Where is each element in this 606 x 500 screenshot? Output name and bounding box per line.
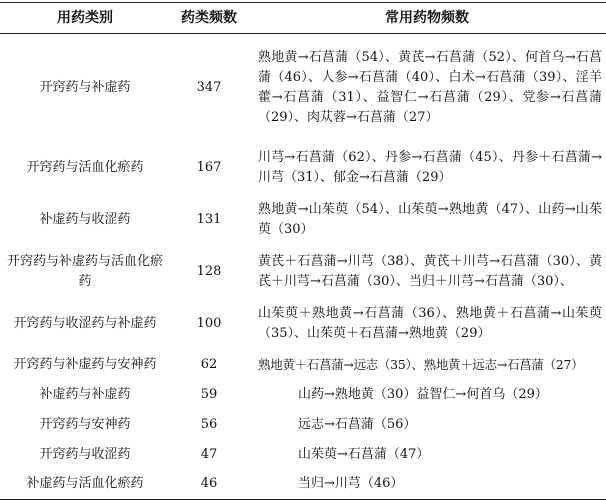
count-cell: 167 xyxy=(196,159,222,175)
count-cell: 56 xyxy=(200,416,218,432)
count-cell: 46 xyxy=(170,470,248,500)
table-row xyxy=(0,142,606,194)
category-cell: 开窍药与活血化瘀药 xyxy=(26,159,144,175)
category-cell: 补虚药与补虚药 xyxy=(39,386,131,402)
category-cell: 开窍药与安神药 xyxy=(39,416,131,432)
count-cell: 131 xyxy=(196,211,222,227)
count-cell: 47 xyxy=(200,446,218,462)
header-category: 用药类别 xyxy=(0,3,170,34)
table-row xyxy=(0,470,606,500)
table-row xyxy=(0,350,606,380)
table-row xyxy=(0,246,606,298)
category-cell: 开窍药与补虚药 xyxy=(39,79,131,95)
frequent-cell: 远志→石菖蒲（56） xyxy=(298,416,417,432)
table-header-row xyxy=(0,3,606,34)
frequent-cell: 熟地黄→石菖蒲（54）、黄芪→石菖蒲（52）、何首乌→石菖蒲（46）、人参→石菖蒲（40）、白术→石菖蒲（39）、淫羊藿→石菖蒲（31）、益智仁→石菖蒲（29）、党参→石菖蒲（29）、肉苁蓉→石菖蒲（27） xyxy=(258,49,602,125)
category-cell: 补虚药与收涩药 xyxy=(39,211,131,227)
frequent-cell: 山茱萸→石菖蒲（47） xyxy=(298,446,430,462)
frequent-cell: 熟地黄→山茱萸（54）、山茱萸→熟地黄（47）、山药→山茱萸（30） xyxy=(258,201,602,237)
category-cell: 开窍药与补虚药与活血化瘀药 xyxy=(6,253,163,289)
category-cell: 开窍药与收涩药与补虚药 xyxy=(13,315,157,331)
count-cell: 347 xyxy=(196,79,222,95)
count-cell: 59 xyxy=(200,386,218,402)
header-frequent: 常用药物频数 xyxy=(248,3,606,34)
frequent-cell: 黄芪＋石菖蒲→川芎（38）、黄芪＋川芎→石菖蒲（30）、黄芪＋川芎→石菖蒲（30）、当归＋川芎→石菖蒲（30）、 xyxy=(258,253,602,289)
herb-frequency-table xyxy=(0,2,606,500)
frequent-cell: 当归→川芎（46） xyxy=(248,470,606,500)
frequent-cell: 山药→熟地黄（30）益智仁→何首乌（29） xyxy=(298,386,548,402)
frequent-cell: 熟地黄＋石菖蒲→远志（35）、熟地黄＋远志→石菖蒲（27） xyxy=(258,356,584,372)
category-cell: 开窍药与补虚药与安神药 xyxy=(13,356,157,372)
category-cell: 开窍药与收涩药 xyxy=(39,446,131,462)
frequent-cell: 山茱萸＋熟地黄→石菖蒲（36）、熟地黄＋石菖蒲→山茱萸（35）、山茱萸＋石菖蒲→熟地黄（29） xyxy=(258,305,602,341)
table-row xyxy=(0,440,606,470)
count-cell: 62 xyxy=(200,356,218,372)
frequent-cell: 川芎→石菖蒲（62）、丹参→石菖蒲（45）、丹参＋石菖蒲→川芎（31）、郁金→石菖蒲（29） xyxy=(258,149,602,185)
table-row xyxy=(0,410,606,440)
count-cell: 100 xyxy=(196,315,222,331)
table-row xyxy=(0,298,606,350)
table-row xyxy=(0,194,606,246)
table-row xyxy=(0,34,606,142)
table-row xyxy=(0,380,606,410)
count-cell: 128 xyxy=(196,263,222,279)
header-count: 药类频数 xyxy=(170,3,248,34)
category-cell: 补虚药与活血化瘀药 xyxy=(0,470,170,500)
